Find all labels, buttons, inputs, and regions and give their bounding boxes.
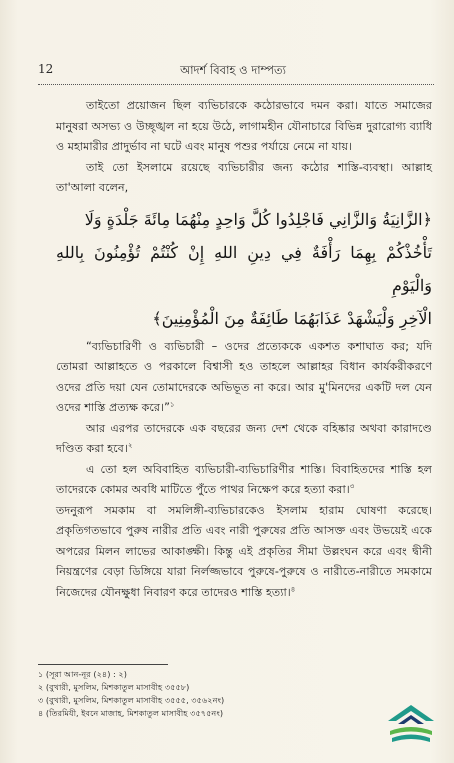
- footnotes: [38, 668, 394, 720]
- quran-verse-line-1: ﴿الزَّانِيَةُ وَالزَّانِي فَاجْلِدُوا كُلَّ وَاحِدٍ مِنْهُمَا مِائَةَ جَلْدَةٍ وَلَا: [84, 209, 432, 229]
- paragraph-4-text: আর এরপর তাদেরকে এক বছরের জন্য দেশ থেকে বহিষ্কার অথবা কারাদণ্ডে দণ্ডিত করা হবে।: [56, 421, 432, 455]
- quran-verse-line-3: الْآخِرِ وَلْيَشْهَدْ عَذَابَهُمَا طَائِفَةٌ مِنَ الْمُؤْمِنِينَ﴾: [152, 308, 432, 328]
- logo-book-upper-shape: [390, 727, 432, 735]
- paragraph-2: তাই তো ইসলামে রয়েছে ব্যভিচারীর জন্য কঠোর শাস্তি-ব্যবস্থা। আল্লাহ তা'আলা বলেন,: [56, 160, 432, 194]
- logo-book-lower-shape: [392, 735, 430, 743]
- paragraph-6: [56, 501, 432, 604]
- paragraph-5-text: এ তো হল অবিবাহিত ব্যভিচারী-ব্যভিচারিণীর শাস্তি। বিবাহিতদের শাস্তি হল তাদেরকে কোমর অবধি মাটিতে পুঁতে পাথর নিক্ষেপ করে হত্যা করা।: [56, 462, 432, 496]
- verse-translation: [56, 337, 432, 419]
- footnote-ref-4: ৪: [290, 584, 296, 593]
- page-number: 12: [38, 62, 54, 76]
- page-header: [38, 62, 428, 80]
- footnote-ref-3: ৩: [349, 482, 355, 491]
- header-divider: [38, 84, 434, 85]
- running-title: আদর্শ বিবাহ ও দাম্পত্য: [180, 63, 286, 77]
- paragraph-6-text: তদনুরূপ সমকাম বা সমলিঙ্গী-ব্যভিচারকেও ইসলাম হারাম ঘোষণা করেছে। প্রকৃতিগতভাবে পুরুষ নারীর প্রতি এবং নারী পুরুষের প্রতি আসক্ত এবং উভয়েই একে অপরের মিলন লাভের আকাঙ্ক্ষী। কিন্তু এই প্রকৃতির সীমা উল্লংঘন করে এবং দ্বীনী নিয়ন্ত্রণের বেড়া ডিঙ্গিয়ে যারা নির্লজ্জভাবে পুরুষে-পুরুষে ও নারীতে-নারীতে সমকামে নিজেদের যৌনক্ষুধা নিবারণ করে তাদেরও শাস্তি হত্যা।: [56, 503, 432, 599]
- footnote-ref-2: ২: [127, 441, 133, 450]
- footnote-4: ৪ (তিরমিযী, ইবনে মাজাহ, মিশকাতুল মাসাবীহ ৩৫৭৫নং): [38, 708, 224, 718]
- footnote-1: ১ (সূরা আন-নূর (২৪) : ২): [38, 669, 127, 679]
- quran-verse-line-2: تَأْخُذْكُمْ بِهِمَا رَأْفَةٌ فِي دِينِ اللهِ إِنْ كُنْتُمْ تُؤْمِنُونَ بِاللهِ وَالْيَوْمِ: [56, 242, 432, 295]
- paragraph-4: [56, 419, 432, 460]
- page-body: [56, 96, 432, 603]
- paragraph-1: তাইতো প্রয়োজন ছিল ব্যভিচারকে কঠোরভাবে দমন করা। যাতে সমাজের মানুষরা অসভ্য ও উচ্ছৃঙ্খল না হয়ে উঠে, লাগামহীন যৌনাচারে বিভিন্ন দুরারোগ্য ব্যাধি ও মহামারীর প্রাদুর্ভাব না ঘটে এবং মানুষ পশুর পর্যায়ে নেমে না যায়।: [56, 99, 432, 153]
- quran-verse: [56, 203, 432, 335]
- paragraph-5: [56, 460, 432, 501]
- publisher-logo-icon: [382, 701, 440, 749]
- footnote-ref-1: ১: [169, 400, 175, 409]
- footnote-divider: [38, 664, 168, 665]
- verse-translation-text: “ব্যভিচারিণী ও ব্যভিচারী – ওদের প্রত্যেককে একশত কশাঘাত কর; যদি তোমরা আল্লাহতে ও পরকালে বিশ্বাসী হও তাহলে আল্লাহর বিধান কার্যকরীকরণে ওদের প্রতি দয়া যেন তোমাদেরকে অভিভূত না করে। আর মু'মিনদের একটি দল যেন ওদের শাস্তি প্রত্যক্ষ করে।”: [56, 339, 432, 414]
- footnote-3: ৩ (বুখারী, মুসলিম, মিশকাতুল মাসাবীহ ৩৫৫৫, ৩৫৬২নং): [38, 695, 225, 705]
- footnote-2: ২ (বুখারী, মুসলিম, মিশকাতুল মাসাবীহ ৩৫৫৮): [38, 682, 190, 692]
